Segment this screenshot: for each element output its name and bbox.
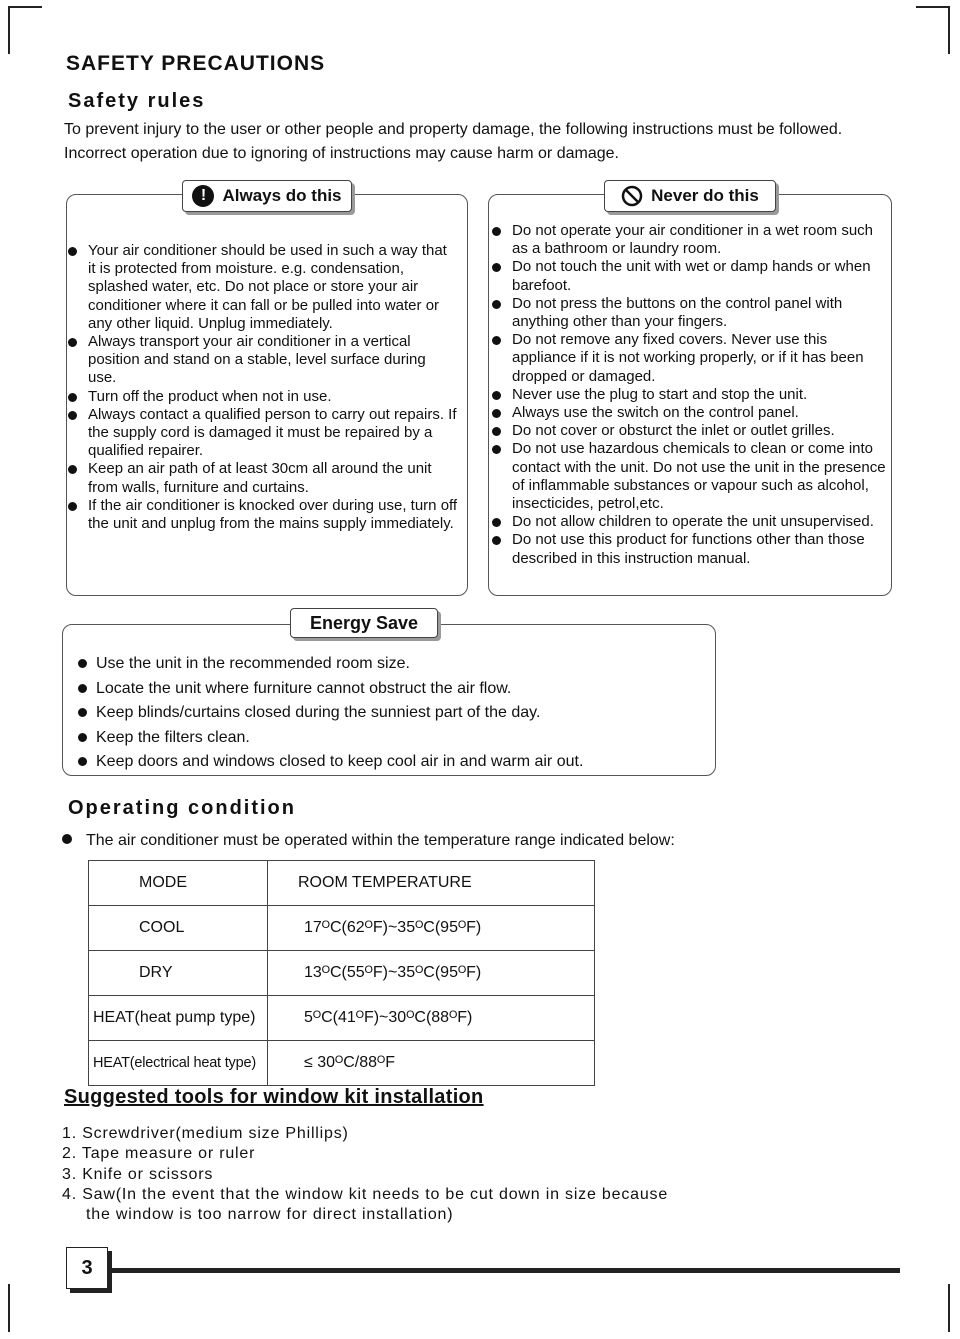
- table-cell: COOL: [89, 906, 268, 951]
- energy-label-text: Energy Save: [309, 612, 419, 633]
- list-item: Use the unit in the recommended room size.: [78, 652, 708, 677]
- list-item: Do not operate your air conditioner in a wet room such as a bathroom or laundry room.: [490, 222, 886, 258]
- list-item: Do not press the buttons on the control panel with anything other than your fingers.: [490, 295, 886, 331]
- list-item: Always contact a qualified person to carry out repairs. If the supply cord is damaged it must be repaired by a qualified repairer.: [66, 406, 458, 461]
- list-item: 3. Knife or scissors: [62, 1165, 214, 1183]
- list-item: Do not use hazardous chemicals to clean or come into contact with the unit. Do not use the unit in the presence of inflammable substances or vapour such as alcohol, insecticides, petrol,etc.: [490, 440, 886, 513]
- temperature-table: [88, 860, 595, 1086]
- list-item: If the air conditioner is knocked over during use, turn off the unit and unplug from the mains supply immediately.: [66, 497, 458, 533]
- list-item: 2. Tape measure or ruler: [62, 1145, 256, 1163]
- list-item: Keep blinds/curtains closed during the sunniest part of the day.: [78, 701, 708, 726]
- table-row: [89, 906, 595, 951]
- never-label: [604, 180, 776, 212]
- crop-mark-bottom-right-v: [948, 1284, 950, 1332]
- intro-paragraph: To prevent injury to the user or other people and property damage, the following instructions must be followed. Incorrect operation due to ignoring of instructions may cause harm or damage.: [64, 121, 843, 162]
- table-row: [89, 951, 595, 996]
- no-entry-icon: [621, 185, 643, 207]
- list-item: Do not remove any fixed covers. Never use this appliance if it is not working properly, or if it has been dropped or damaged.: [490, 331, 886, 386]
- table-row: [89, 1041, 595, 1086]
- table-cell: HEAT(heat pump type): [89, 996, 268, 1041]
- crop-mark-top-left-h: [8, 6, 42, 8]
- list-item: Do not touch the unit with wet or damp hands or when barefoot.: [490, 258, 886, 294]
- page-number: 3: [66, 1247, 108, 1289]
- list-item: Your air conditioner should be used in such a way that it is protected from moisture. e.g. condensation, splashed water, etc. Do not place or store your air conditioner where it can fall or be pulled into water or any other liquid. Unplug immediately.: [66, 242, 458, 333]
- list-item: Turn off the product when not in use.: [66, 388, 458, 406]
- never-list: [490, 222, 886, 568]
- table-cell: 13ᴼC(55ᴼF)~35ᴼC(95ᴼF): [268, 951, 595, 996]
- section-title-tools: Suggested tools for window kit installation: [64, 1086, 484, 1108]
- table-row: [89, 861, 595, 906]
- crop-mark-top-right-h: [916, 6, 950, 8]
- table-row: [89, 996, 595, 1041]
- list-item: Always transport your air conditioner in a vertical position and stand on a stable, level surface during use.: [66, 333, 458, 388]
- always-label-text: Always do this: [222, 186, 342, 205]
- never-label-text: Never do this: [651, 186, 759, 205]
- list-item: Always use the switch on the control panel.: [490, 404, 886, 422]
- footer-rule: [108, 1268, 900, 1273]
- always-label: [182, 180, 352, 212]
- bullet-dot: [62, 834, 72, 844]
- table-cell: 17ᴼC(62ᴼF)~35ᴼC(95ᴼF): [268, 906, 595, 951]
- table-cell: ≤ 30ᴼC/88ᴼF: [268, 1041, 595, 1086]
- operating-line-text: The air conditioner must be operated within the temperature range indicated below:: [86, 832, 675, 849]
- crop-mark-top-right-v: [948, 6, 950, 54]
- list-item: Keep doors and windows closed to keep cool air in and warm air out.: [78, 750, 708, 775]
- section-title-operating: Operating condition: [68, 797, 296, 819]
- list-item: Do not cover or obsturct the inlet or outlet grilles.: [490, 422, 886, 440]
- list-item: the window is too narrow for direct installation): [86, 1206, 454, 1224]
- always-list: [66, 242, 458, 533]
- list-item: Do not use this product for functions other than those described in this instruction manual.: [490, 531, 886, 567]
- section-title-safety-rules: Safety rules: [68, 90, 206, 112]
- table-header-cell: MODE: [89, 861, 268, 906]
- list-item: Keep the filters clean.: [78, 726, 708, 751]
- table-header-cell: ROOM TEMPERATURE: [268, 861, 595, 906]
- tools-list: [62, 1124, 668, 1225]
- table-cell: DRY: [89, 951, 268, 996]
- crop-mark-bottom-left-v: [8, 1284, 10, 1332]
- list-item: 1. Screwdriver(medium size Phillips): [62, 1125, 349, 1142]
- list-item: Keep an air path of at least 30cm all around the unit from walls, furniture and curtains.: [66, 460, 458, 496]
- list-item: Never use the plug to start and stop the unit.: [490, 386, 886, 404]
- operating-line: [62, 832, 675, 850]
- crop-mark-top-left-v: [8, 6, 10, 54]
- energy-label: [290, 608, 438, 638]
- table-cell: HEAT(electrical heat type): [89, 1041, 268, 1086]
- table-cell: 5ᴼC(41ᴼF)~30ᴼC(88ᴼF): [268, 996, 595, 1041]
- energy-list: [78, 652, 708, 775]
- list-item: Locate the unit where furniture cannot obstruct the air flow.: [78, 677, 708, 702]
- list-item: 4. Saw(In the event that the window kit needs to be cut down in size because: [62, 1185, 669, 1203]
- page-title: SAFETY PRECAUTIONS: [66, 52, 326, 75]
- exclamation-icon: !: [192, 185, 214, 207]
- list-item: Do not allow children to operate the unit unsupervised.: [490, 513, 886, 531]
